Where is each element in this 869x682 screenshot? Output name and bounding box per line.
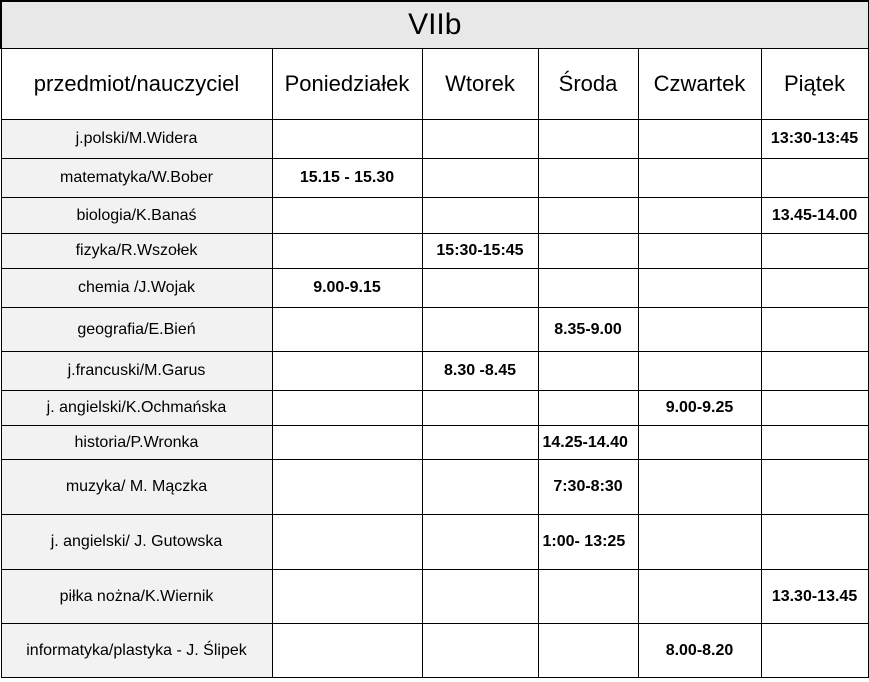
table-row: [1, 234, 868, 269]
time-cell-wednesday: 14.25-14.40: [538, 426, 638, 460]
time-cell-monday: [272, 624, 422, 678]
time-cell-friday: [761, 159, 868, 198]
time-cell-tuesday: [422, 308, 538, 352]
time-cell-monday: [272, 391, 422, 426]
table-row: [1, 269, 868, 308]
table-row: [1, 352, 868, 391]
time-cell-thursday: [638, 269, 761, 308]
schedule-body: [1, 120, 868, 678]
table-row: [1, 308, 868, 352]
time-cell-tuesday: [422, 120, 538, 159]
time-cell-monday: 9.00-9.15: [272, 269, 422, 308]
time-cell-monday: [272, 426, 422, 460]
subject-cell: chemia /J.Wojak: [1, 269, 272, 308]
subject-cell: historia/P.Wronka: [1, 426, 272, 460]
time-cell-friday: [761, 269, 868, 308]
time-cell-wednesday: [538, 391, 638, 426]
subject-cell: j.francuski/M.Garus: [1, 352, 272, 391]
time-cell-wednesday: [538, 159, 638, 198]
time-cell-thursday: [638, 460, 761, 515]
subject-cell: biologia/K.Banaś: [1, 198, 272, 234]
table-row: [1, 570, 868, 624]
table-row: [1, 198, 868, 234]
time-cell-monday: 15.15 - 15.30: [272, 159, 422, 198]
time-cell-wednesday: [538, 624, 638, 678]
time-cell-tuesday: [422, 624, 538, 678]
time-cell-monday: [272, 120, 422, 159]
header-thursday: Czwartek: [638, 49, 761, 120]
time-cell-monday: [272, 308, 422, 352]
time-cell-thursday: [638, 426, 761, 460]
subject-cell: geografia/E.Bień: [1, 308, 272, 352]
time-cell-tuesday: [422, 269, 538, 308]
table-row: [1, 159, 868, 198]
subject-cell: j. angielski/ J. Gutowska: [1, 515, 272, 570]
time-cell-wednesday: [538, 120, 638, 159]
time-cell-wednesday: 1:00- 13:25: [538, 515, 638, 570]
time-cell-thursday: [638, 515, 761, 570]
time-cell-friday: [761, 624, 868, 678]
subject-cell: muzyka/ M. Mączka: [1, 460, 272, 515]
time-cell-friday: [761, 391, 868, 426]
subject-cell: j.polski/M.Widera: [1, 120, 272, 159]
time-cell-friday: [761, 234, 868, 269]
time-cell-tuesday: [422, 570, 538, 624]
header-tuesday: Wtorek: [422, 49, 538, 120]
table-row: [1, 515, 868, 570]
header-row: [1, 49, 868, 120]
time-cell-tuesday: [422, 159, 538, 198]
time-cell-wednesday: [538, 570, 638, 624]
table-row: [1, 120, 868, 159]
time-cell-monday: [272, 515, 422, 570]
table-row: [1, 391, 868, 426]
table-title: VIIb: [1, 1, 868, 49]
time-cell-tuesday: [422, 515, 538, 570]
time-cell-thursday: [638, 234, 761, 269]
time-cell-monday: [272, 198, 422, 234]
time-cell-wednesday: [538, 352, 638, 391]
time-cell-tuesday: [422, 426, 538, 460]
title-row: [1, 1, 868, 49]
time-cell-friday: [761, 352, 868, 391]
time-cell-thursday: [638, 570, 761, 624]
time-cell-thursday: [638, 159, 761, 198]
subject-cell: fizyka/R.Wszołek: [1, 234, 272, 269]
subject-cell: informatyka/plastyka - J. Ślipek: [1, 624, 272, 678]
header-wednesday: Środa: [538, 49, 638, 120]
time-cell-tuesday: [422, 391, 538, 426]
time-cell-wednesday: 7:30-8:30: [538, 460, 638, 515]
time-cell-monday: [272, 234, 422, 269]
time-cell-thursday: [638, 308, 761, 352]
time-cell-thursday: 9.00-9.25: [638, 391, 761, 426]
time-cell-wednesday: [538, 234, 638, 269]
time-cell-friday: 13:30-13:45: [761, 120, 868, 159]
table-row: [1, 624, 868, 678]
time-cell-friday: [761, 426, 868, 460]
time-cell-friday: [761, 460, 868, 515]
time-cell-friday: 13.30-13.45: [761, 570, 868, 624]
time-cell-friday: [761, 515, 868, 570]
time-cell-thursday: [638, 352, 761, 391]
time-cell-thursday: [638, 120, 761, 159]
time-cell-monday: [272, 460, 422, 515]
time-cell-wednesday: 8.35-9.00: [538, 308, 638, 352]
subject-cell: piłka nożna/K.Wiernik: [1, 570, 272, 624]
time-cell-monday: [272, 570, 422, 624]
time-cell-friday: 13.45-14.00: [761, 198, 868, 234]
time-cell-wednesday: [538, 198, 638, 234]
time-cell-tuesday: 15:30-15:45: [422, 234, 538, 269]
time-cell-monday: [272, 352, 422, 391]
time-cell-tuesday: [422, 198, 538, 234]
subject-cell: j. angielski/K.Ochmańska: [1, 391, 272, 426]
header-monday: Poniedziałek: [272, 49, 422, 120]
subject-cell: matematyka/W.Bober: [1, 159, 272, 198]
time-cell-friday: [761, 308, 868, 352]
time-cell-thursday: 8.00-8.20: [638, 624, 761, 678]
time-cell-thursday: [638, 198, 761, 234]
time-cell-tuesday: 8.30 -8.45: [422, 352, 538, 391]
time-cell-wednesday: [538, 269, 638, 308]
header-friday: Piątek: [761, 49, 868, 120]
table-row: [1, 426, 868, 460]
table-row: [1, 460, 868, 515]
time-cell-tuesday: [422, 460, 538, 515]
header-subject: przedmiot/nauczyciel: [1, 49, 272, 120]
